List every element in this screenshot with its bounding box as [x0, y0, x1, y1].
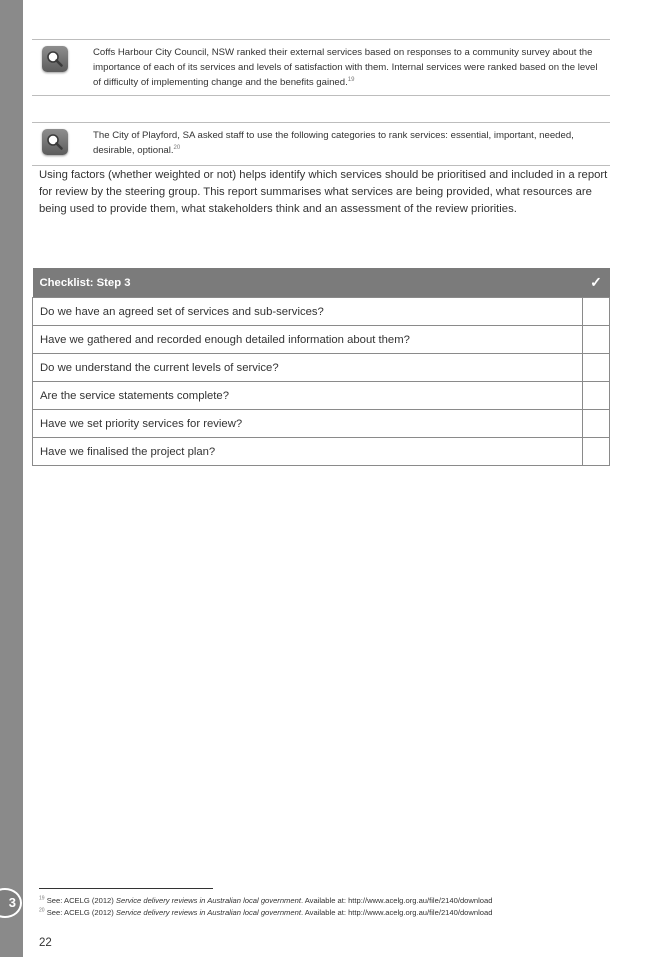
checklist-row — [33, 298, 610, 326]
chapter-number-badge: 3 — [0, 888, 22, 918]
checklist-row — [33, 438, 610, 466]
checklist-row — [33, 410, 610, 438]
body-paragraph: Using factors (whether weighted or not) helps identify which services should be prioritised and included in a report for review by the steering group. This report summarises what services are being provided, what resources are being used to provide them, what stakeholders think and an assessment of the review priorities. — [39, 169, 608, 215]
side-tab-bar — [0, 0, 23, 957]
footnote-ref: 19 — [347, 76, 355, 83]
footnote-ref: 20 — [173, 144, 181, 151]
magnifier-icon — [42, 129, 68, 155]
checklist-row — [33, 382, 610, 410]
checklist-row — [33, 354, 610, 382]
checklist-checkbox[interactable] — [583, 438, 610, 466]
checklist-checkbox[interactable] — [583, 354, 610, 382]
checklist-checkbox[interactable] — [583, 326, 610, 354]
footnotes — [39, 895, 492, 919]
checklist-question: Do we have an agreed set of services and sub-services? — [33, 298, 583, 326]
footnote: $^{20}$ See: ACELG (2012) Service delivery reviews in Australian local government. Available at: http://www.acelg.org.au/file/2140/download — [39, 907, 493, 917]
checklist-question: Are the service statements complete? — [33, 382, 583, 410]
checklist-row — [33, 326, 610, 354]
checklist-question: Have we gathered and recorded enough detailed information about them? — [33, 326, 583, 354]
checklist-question: Have we finalised the project plan? — [33, 438, 583, 466]
case-study-text: Coffs Harbour City Council, NSW ranked their external services based on responses to a community survey about the importance of each of its services and levels of satisfaction with them. Internal services were ranked based on the level of difficulty of implementing change and the benefits gained.$^{19}$ — [93, 47, 598, 88]
checklist-question: Do we understand the current levels of service? — [33, 354, 583, 382]
checklist-table — [32, 268, 610, 466]
checklist-header — [33, 268, 610, 298]
checkmark-icon: ✓ — [583, 268, 610, 298]
footnote: $^{19}$ See: ACELG (2012) Service delivery reviews in Australian local government. Available at: http://www.acelg.org.au/file/2140/download — [39, 895, 493, 905]
magnifier-icon — [42, 46, 68, 72]
checklist-title: Checklist: Step 3 — [33, 268, 583, 298]
checklist-checkbox[interactable] — [583, 298, 610, 326]
footnote-divider — [39, 888, 213, 889]
page-number: 22 — [39, 937, 52, 949]
case-study-text: The City of Playford, SA asked staff to use the following categories to rank services: essential, important, needed, desirable, optional.$^{20}$ — [93, 130, 574, 156]
case-study-box — [32, 39, 610, 96]
case-study-box — [32, 122, 610, 166]
checklist-question: Have we set priority services for review? — [33, 410, 583, 438]
checklist-checkbox[interactable] — [583, 410, 610, 438]
checklist-checkbox[interactable] — [583, 382, 610, 410]
